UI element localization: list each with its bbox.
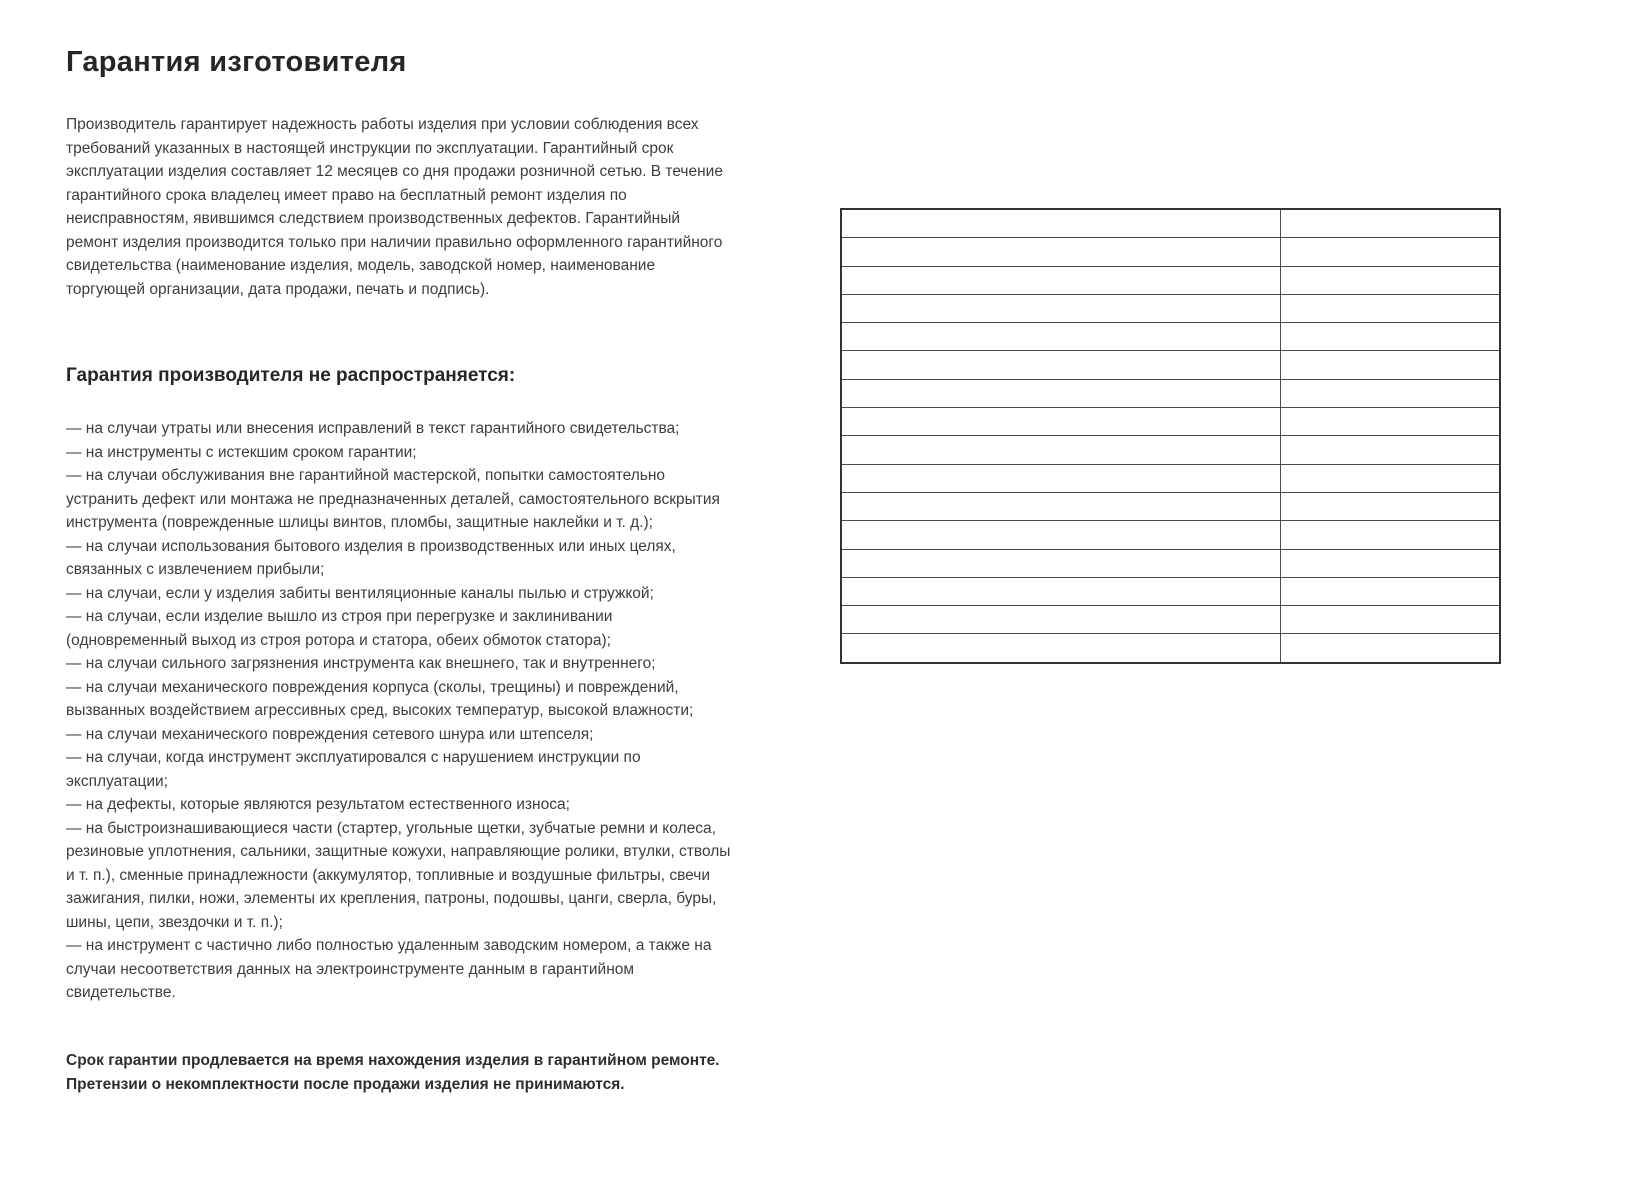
table-cell-left <box>841 521 1281 549</box>
table-row <box>841 209 1500 238</box>
table-cell-left <box>841 408 1281 436</box>
table-row <box>841 238 1500 266</box>
table-cell-left <box>841 464 1281 492</box>
table-cell-left <box>841 606 1281 634</box>
warranty-record-table <box>840 208 1501 664</box>
table-cell-left <box>841 492 1281 520</box>
exclusion-item: — на случаи обслуживания вне гарантийной мастерской, попытки самостоятельно устранить дефект или монтажа не предназначенных деталей, самостоятельного вскрытия инструмента (поврежденные шлицы винтов, пломбы, защитные наклейки и т. д.); <box>66 467 720 531</box>
exclusion-item: — на быстроизнашивающиеся части (стартер, угольные щетки, зубчатые ремни и колеса, резиновые уплотнения, сальники, защитные кожухи, направляющие ролики, втулки, стволы и т. п.), сменные принадлежности (аккумулятор, топливные и воздушные фильтры, свечи зажигания, пилки, ножи, элементы их крепления, патроны, подошвы, цанги, сверла, буры, шины, цепи, звездочки и т. п.); <box>66 819 731 931</box>
table-cell-right <box>1281 238 1501 266</box>
exclusion-item: — на инструменты с истекшим сроком гарантии; <box>66 443 417 461</box>
exclusion-item: — на случаи использования бытового изделия в производственных или иных целях, связанных с извлечением прибыли; <box>66 537 676 578</box>
table-row <box>841 436 1500 464</box>
table-cell-right <box>1281 266 1501 294</box>
table-cell-left <box>841 379 1281 407</box>
warranty-text-column <box>66 46 734 1097</box>
exclusion-item: — на случаи, если изделие вышло из строя при перегрузке и заклинивании (одновременный выход из строя ротора и статора, обеих обмоток статора); <box>66 608 613 649</box>
table-row <box>841 492 1500 520</box>
table-cell-left <box>841 209 1281 238</box>
exclusions-title: Гарантия производителя не распространяется: <box>66 365 516 386</box>
exclusion-item: — на случаи, если у изделия забиты вентиляционные каналы пылью и стружкой; <box>66 584 654 602</box>
exclusion-item: — на случаи механического повреждения сетевого шнура или штепселя; <box>66 725 594 743</box>
table-cell-left <box>841 634 1281 663</box>
exclusion-item: — на случаи утраты или внесения исправлений в текст гарантийного свидетельства; <box>66 420 680 437</box>
table-cell-left <box>841 577 1281 605</box>
table-row <box>841 606 1500 634</box>
table-cell-left <box>841 549 1281 577</box>
intro-paragraph: Производитель гарантирует надежность работы изделия при условии соблюдения всех требований указанных в настоящей инструкции по эксплуатации. Гарантийный срок эксплуатации изделия составляет 12 месяцев со дня продажи розничной сетью. В течение гарантийного срока владелец имеет право на бесплатный ремонт изделия по неисправностям, явившимся следствием производственных дефектов. Гарантийный ремонт изделия производится только при наличии правильно оформленного гарантийного свидетельства (наименование изделия, модель, заводской номер, наименование торгующей организации, дата продажи, печать и подпись). <box>66 116 723 298</box>
table-row <box>841 266 1500 294</box>
table-cell-right <box>1281 323 1501 351</box>
table-row <box>841 408 1500 436</box>
exclusion-item: — на случаи, когда инструмент эксплуатировался с нарушением инструкции по эксплуатации; <box>66 749 641 790</box>
table-cell-left <box>841 351 1281 379</box>
warranty-record-table-wrap <box>840 208 1501 664</box>
table-cell-right <box>1281 379 1501 407</box>
table-cell-right <box>1281 606 1501 634</box>
table-cell-right <box>1281 521 1501 549</box>
table-row <box>841 549 1500 577</box>
table-cell-left <box>841 238 1281 266</box>
table-row <box>841 464 1500 492</box>
table-cell-left <box>841 436 1281 464</box>
footer-line-1: Срок гарантии продлевается на время нахождения изделия в гарантийном ремонте. <box>66 1051 720 1069</box>
exclusion-item: — на инструмент с частично либо полностью удаленным заводским номером, а также на случаи несоответствия данных на электроинструменте данным в гарантийном свидетельстве. <box>66 937 712 1001</box>
table-cell-left <box>841 266 1281 294</box>
table-row <box>841 521 1500 549</box>
table-row <box>841 634 1500 663</box>
footer-line-2: Претензии о некомплектности после продажи изделия не принимаются. <box>66 1075 625 1093</box>
table-row <box>841 379 1500 407</box>
table-row <box>841 294 1500 322</box>
table-cell-right <box>1281 436 1501 464</box>
table-cell-right <box>1281 634 1501 663</box>
exclusion-item: — на случаи механического повреждения корпуса (сколы, трещины) и повреждений, вызванных воздействием агрессивных сред, высоких температур, высокой влажности; <box>66 678 694 719</box>
table-cell-right <box>1281 464 1501 492</box>
exclusion-item: — на случаи сильного загрязнения инструмента как внешнего, так и внутреннего; <box>66 655 656 672</box>
table-cell-left <box>841 323 1281 351</box>
exclusion-item: — на дефекты, которые являются результатом естественного износа; <box>66 796 570 813</box>
table-row <box>841 351 1500 379</box>
table-cell-right <box>1281 294 1501 322</box>
table-cell-right <box>1281 492 1501 520</box>
table-row <box>841 323 1500 351</box>
exclusions-list <box>66 417 734 1005</box>
table-cell-left <box>841 294 1281 322</box>
table-cell-right <box>1281 577 1501 605</box>
footer-note <box>66 1049 734 1097</box>
table-cell-right <box>1281 209 1501 238</box>
table-cell-right <box>1281 351 1501 379</box>
table-cell-right <box>1281 408 1501 436</box>
table-row <box>841 577 1500 605</box>
page-title: Гарантия изготовителя <box>66 46 407 78</box>
table-cell-right <box>1281 549 1501 577</box>
